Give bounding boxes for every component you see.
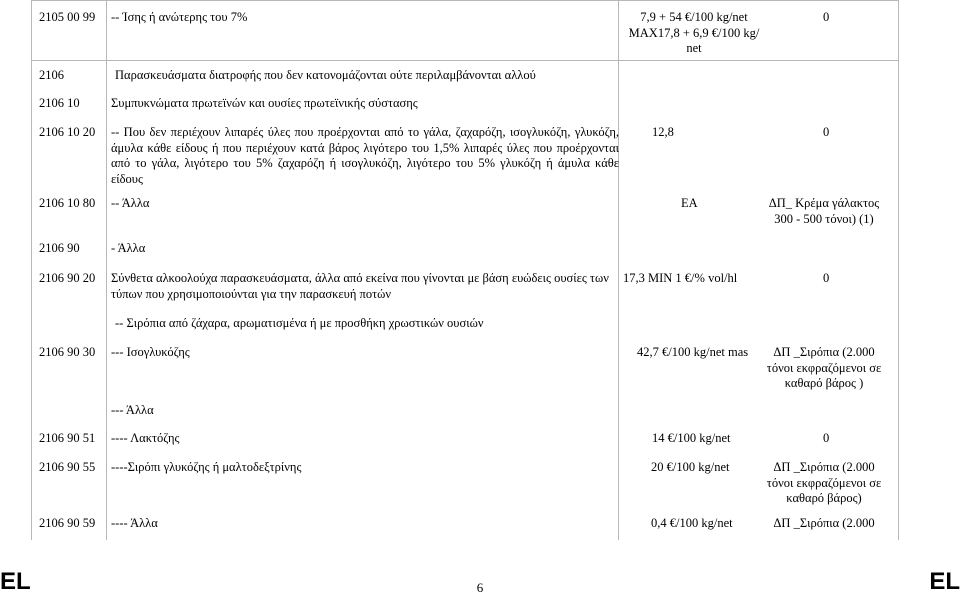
- description: ---- Άλλα: [111, 516, 158, 530]
- description: Παρασκευάσματα διατροφής που δεν κατονομάζονται ούτε περιλαμβάνονται αλλού: [115, 68, 536, 82]
- tariff-code: 2106 90 59: [39, 516, 96, 530]
- duty-rate: 20 €/100 kg/net: [651, 460, 730, 474]
- note-line: 300 - 500 τόνοι) (1): [774, 211, 874, 226]
- note-line: ΔΠ_ Κρέμα γάλακτος: [768, 196, 880, 210]
- description: - Άλλα: [111, 241, 146, 255]
- rate: 0: [823, 431, 830, 445]
- table-border-top: [31, 0, 899, 1]
- column-divider: [618, 0, 619, 540]
- tariff-code: 2106 90 30: [39, 345, 96, 359]
- table-border-left: [31, 0, 32, 540]
- duty-rate: [609, 10, 779, 57]
- duty-rate: 17,3 MIN 1 €/% vol/hl: [623, 271, 738, 285]
- duty-rate: 12,8: [652, 125, 674, 139]
- rate: 0: [823, 10, 830, 24]
- note-line: ΔΠ _Σιρόπια (2.000: [773, 460, 875, 474]
- description: -- Σιρόπια από ζάχαρα, αρωματισμένα ή με προσθήκη χρωστικών ουσιών: [115, 316, 484, 330]
- tariff-code: 2105 00 99: [39, 10, 96, 24]
- tariff-table: [31, 0, 899, 540]
- tariff-code: 2106 10 20: [39, 125, 96, 139]
- tariff-code: 2106 90 20: [39, 271, 96, 285]
- duty-line: MAX17,8 + 6,9 €/100 kg/: [628, 25, 760, 40]
- tariff-code: 2106: [39, 68, 64, 82]
- quota-note: [759, 196, 889, 227]
- duty-line: 7,9 + 54 €/100 kg/net: [640, 10, 748, 24]
- description: --- Άλλα: [111, 403, 154, 417]
- description: ---- Λακτόζης: [111, 431, 180, 445]
- tariff-code: 2106 90 51: [39, 431, 96, 445]
- note-line: καθαρό βάρος ): [784, 376, 864, 390]
- description: Συμπυκνώματα πρωτεϊνών και ουσίες πρωτεϊνικής σύστασης: [111, 96, 418, 110]
- rate: 0: [823, 125, 830, 139]
- tariff-code: 2106 10: [39, 96, 80, 110]
- rate: 0: [823, 271, 830, 285]
- quota-note: [759, 460, 889, 507]
- tariff-code: 2106 10 80: [39, 196, 96, 210]
- footer-language-code-right: EL: [929, 568, 960, 595]
- note-line: τόνοι εκφραζόμενοι σε: [766, 475, 882, 490]
- column-divider: [106, 0, 107, 540]
- row-divider: [31, 60, 899, 61]
- tariff-code: 2106 90: [39, 241, 80, 255]
- description: ----Σιρόπι γλυκόζης ή μαλτοδεξτρίνης: [111, 460, 302, 474]
- note-line: τόνοι εκφραζόμενοι σε: [766, 360, 882, 375]
- note-line: ΔΠ _Σιρόπια (2.000: [773, 516, 875, 530]
- tariff-code: 2106 90 55: [39, 460, 96, 474]
- page-number: 6: [476, 580, 484, 595]
- note-line: ΔΠ _Σιρόπια (2.000: [773, 345, 875, 359]
- description: --- Ισογλυκόζης: [111, 345, 190, 359]
- table-border-right: [898, 0, 899, 540]
- description: Σύνθετα αλκοολούχα παρασκευάσματα, άλλα από εκείνα που γίνονται με βάση ευώδεις ουσίες των τύπων που χρησιμοποιούνται για την παρασκευή ποτών: [111, 271, 609, 301]
- duty-line: net: [686, 41, 702, 55]
- note-line: καθαρό βάρος): [786, 491, 862, 505]
- footer-language-code-left: EL: [0, 568, 31, 595]
- description: -- Που δεν περιέχουν λιπαρές ύλες που προέρχονται από το γάλα, ζαχαρόζη, ισογλυκόζη, γλυκόζη, άμυλα κάθε είδους ή που περιέχουν κατά βάρος λιγότερο του 1,5% λιπαρές ύλες που προέρχονται από το γάλα, λιγότερο του 5% ζαχαρόζη ή ισογλυκόζη, λιγότερο του 5% γλυκόζη ή άμυλα κάθε είδους: [111, 125, 619, 186]
- duty-rate: 42,7 €/100 kg/net mas: [637, 345, 749, 359]
- duty-rate: EA: [681, 196, 698, 210]
- quota-note: [759, 516, 889, 532]
- quota-note: [759, 345, 889, 392]
- description: -- Άλλα: [111, 196, 150, 210]
- duty-rate: 14 €/100 kg/net: [652, 431, 731, 445]
- duty-rate: 0,4 €/100 kg/net: [651, 516, 733, 530]
- description: -- Ίσης ή ανώτερης του 7%: [111, 10, 248, 24]
